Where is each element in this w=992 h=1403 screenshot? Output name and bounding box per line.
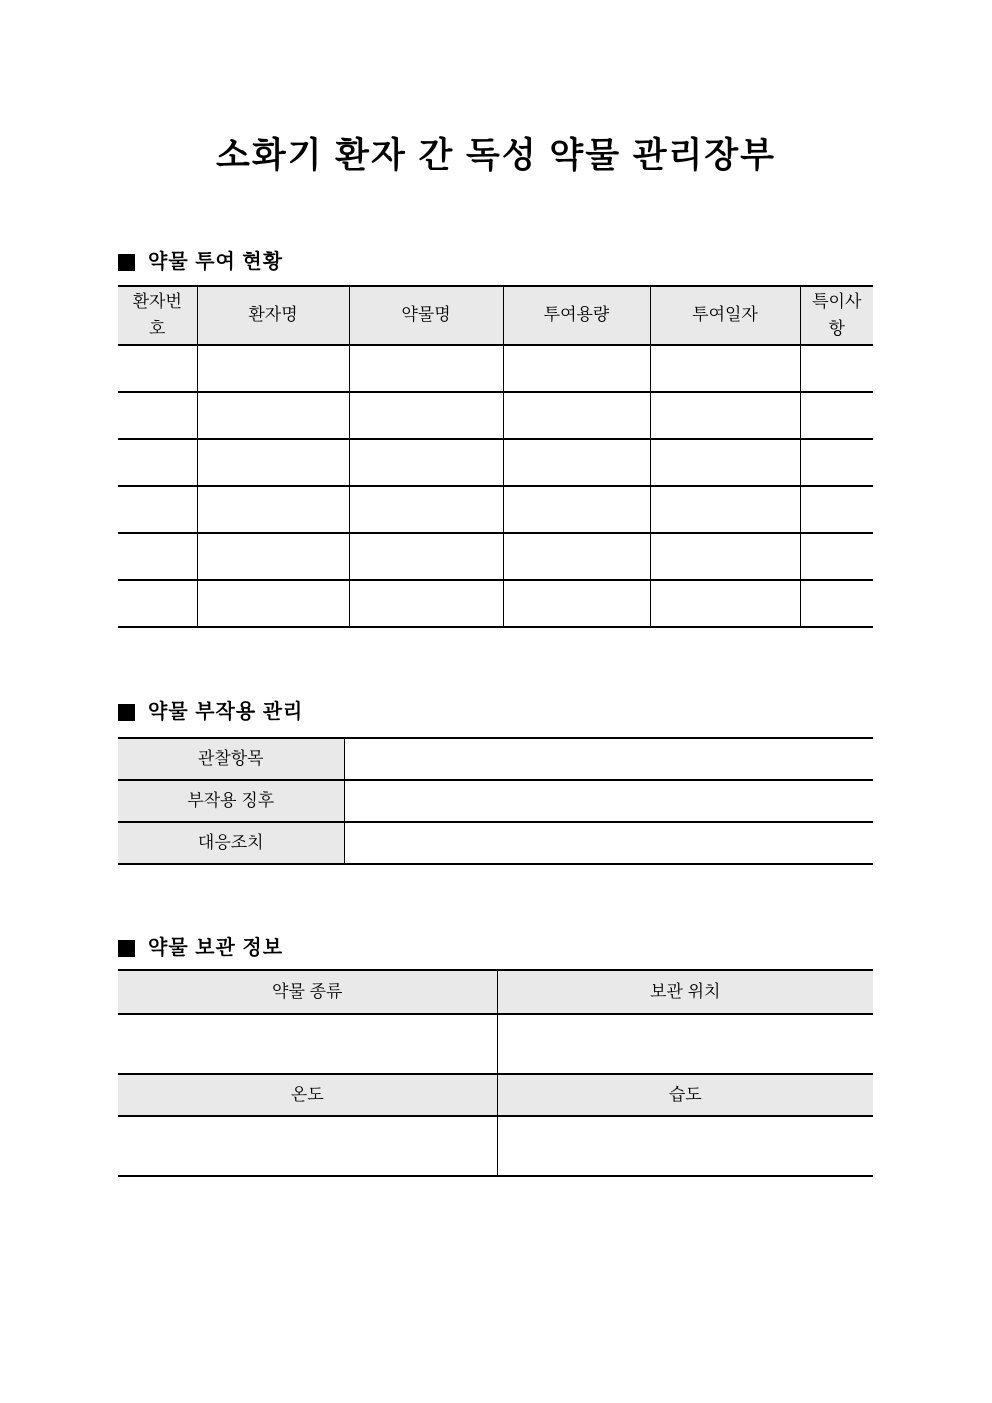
date-cell[interactable] bbox=[650, 486, 800, 533]
square-bullet-icon bbox=[118, 940, 135, 957]
drug-name-cell[interactable] bbox=[349, 580, 503, 627]
administration-header-row bbox=[118, 286, 873, 345]
column-header-date: 투여일자 bbox=[650, 286, 800, 345]
patient-name-cell[interactable] bbox=[197, 439, 349, 486]
storage-header-row-2 bbox=[118, 1074, 873, 1116]
column-header-notes: 특이사항 bbox=[800, 286, 873, 345]
column-header-drug-name: 약물명 bbox=[349, 286, 503, 345]
section-heading-storage bbox=[118, 937, 283, 959]
administration-empty-row bbox=[118, 580, 873, 627]
section-heading-label-administration: 약물 투여 현황 bbox=[148, 251, 284, 273]
row-label-observation-items: 관찰항목 bbox=[118, 738, 344, 780]
drug-type-input-cell[interactable] bbox=[118, 1014, 497, 1074]
dose-cell[interactable] bbox=[503, 486, 650, 533]
column-header-dose: 투여용량 bbox=[503, 286, 650, 345]
patient-name-cell[interactable] bbox=[197, 345, 349, 392]
dose-cell[interactable] bbox=[503, 580, 650, 627]
administration-empty-row bbox=[118, 439, 873, 486]
patient-number-cell[interactable] bbox=[118, 580, 197, 627]
notes-cell[interactable] bbox=[800, 580, 873, 627]
section-heading-label-side-effects: 약물 부작용 관리 bbox=[148, 701, 304, 723]
row-label-side-effect-signs: 부작용 징후 bbox=[118, 780, 344, 822]
patient-number-cell[interactable] bbox=[118, 345, 197, 392]
dose-cell[interactable] bbox=[503, 439, 650, 486]
side-effect-signs-input-cell[interactable] bbox=[344, 780, 873, 822]
dose-cell[interactable] bbox=[503, 392, 650, 439]
date-cell[interactable] bbox=[650, 580, 800, 627]
square-bullet-icon bbox=[118, 254, 135, 271]
dose-cell[interactable] bbox=[503, 533, 650, 580]
column-header-storage-location: 보관 위치 bbox=[497, 970, 873, 1014]
notes-cell[interactable] bbox=[800, 533, 873, 580]
storage-header-row-1 bbox=[118, 970, 873, 1014]
drug-name-cell[interactable] bbox=[349, 392, 503, 439]
dose-cell[interactable] bbox=[503, 345, 650, 392]
date-cell[interactable] bbox=[650, 533, 800, 580]
patient-name-cell[interactable] bbox=[197, 486, 349, 533]
storage-empty-row bbox=[118, 1014, 873, 1074]
side-effects-table bbox=[118, 737, 873, 865]
column-header-humidity: 습도 bbox=[497, 1074, 873, 1116]
drug-name-cell[interactable] bbox=[349, 533, 503, 580]
section-heading-side-effects bbox=[118, 701, 303, 723]
administration-empty-row bbox=[118, 486, 873, 533]
column-header-temperature: 온도 bbox=[118, 1074, 497, 1116]
date-cell[interactable] bbox=[650, 345, 800, 392]
administration-empty-row bbox=[118, 392, 873, 439]
administration-empty-row bbox=[118, 345, 873, 392]
drug-name-cell[interactable] bbox=[349, 439, 503, 486]
side-effects-row bbox=[118, 738, 873, 780]
date-cell[interactable] bbox=[650, 392, 800, 439]
side-effects-row bbox=[118, 780, 873, 822]
side-effects-row bbox=[118, 822, 873, 864]
observation-items-input-cell[interactable] bbox=[344, 738, 873, 780]
humidity-input-cell[interactable] bbox=[497, 1116, 873, 1176]
response-measures-input-cell[interactable] bbox=[344, 822, 873, 864]
temperature-input-cell[interactable] bbox=[118, 1116, 497, 1176]
storage-location-input-cell[interactable] bbox=[497, 1014, 873, 1074]
patient-number-cell[interactable] bbox=[118, 486, 197, 533]
row-label-response-measures: 대응조치 bbox=[118, 822, 344, 864]
column-header-patient-name: 환자명 bbox=[197, 286, 349, 345]
column-header-drug-type: 약물 종류 bbox=[118, 970, 497, 1014]
patient-number-cell[interactable] bbox=[118, 439, 197, 486]
storage-empty-row bbox=[118, 1116, 873, 1176]
drug-name-cell[interactable] bbox=[349, 345, 503, 392]
patient-name-cell[interactable] bbox=[197, 392, 349, 439]
date-cell[interactable] bbox=[650, 439, 800, 486]
administration-empty-row bbox=[118, 533, 873, 580]
patient-number-cell[interactable] bbox=[118, 392, 197, 439]
patient-name-cell[interactable] bbox=[197, 533, 349, 580]
section-heading-label-storage: 약물 보관 정보 bbox=[148, 937, 284, 959]
patient-number-cell[interactable] bbox=[118, 533, 197, 580]
notes-cell[interactable] bbox=[800, 345, 873, 392]
notes-cell[interactable] bbox=[800, 392, 873, 439]
administration-table bbox=[118, 285, 873, 628]
notes-cell[interactable] bbox=[800, 439, 873, 486]
patient-name-cell[interactable] bbox=[197, 580, 349, 627]
square-bullet-icon bbox=[118, 704, 135, 721]
notes-cell[interactable] bbox=[800, 486, 873, 533]
column-header-patient-number: 환자번호 bbox=[118, 286, 197, 345]
section-heading-administration bbox=[118, 251, 283, 273]
storage-table bbox=[118, 969, 873, 1177]
document-title: 소화기 환자 간 독성 약물 관리장부 bbox=[216, 136, 776, 175]
drug-name-cell[interactable] bbox=[349, 486, 503, 533]
